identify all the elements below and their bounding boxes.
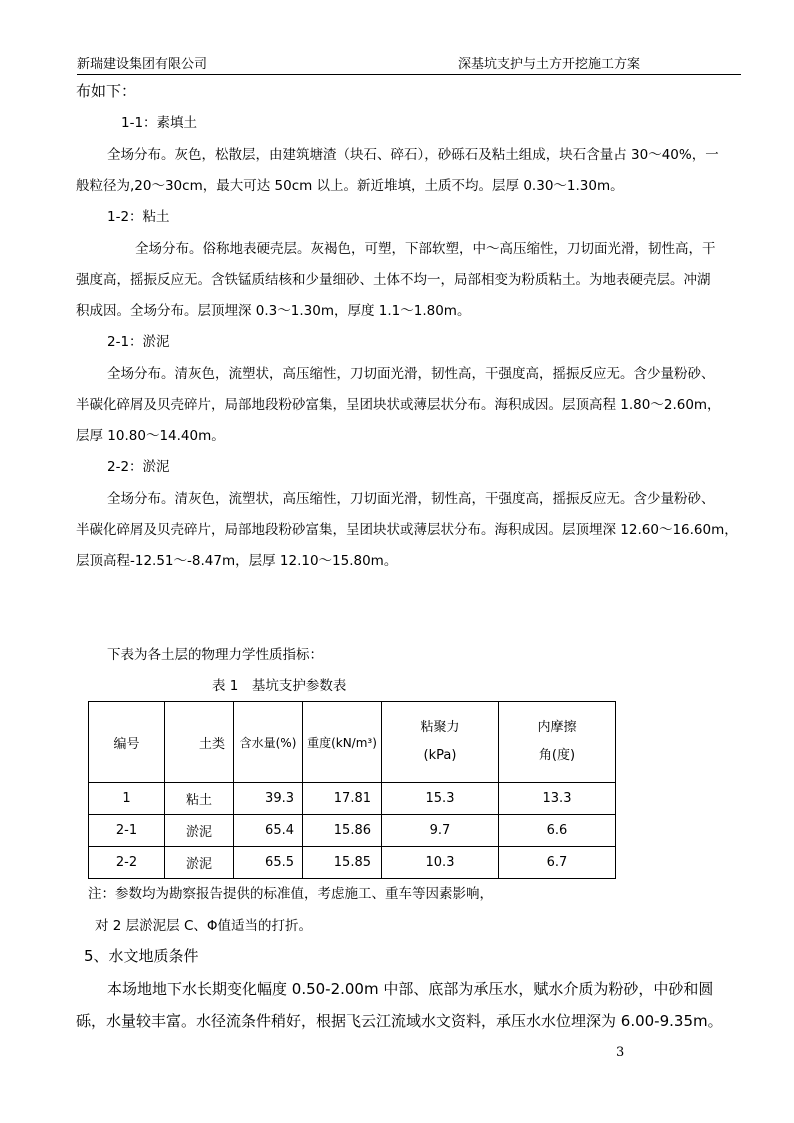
cell-friction: 6.7 bbox=[499, 847, 616, 879]
intro-text: 布如下： bbox=[76, 82, 137, 100]
section-1-1-line-2: 般粒径为,20～30cm，最大可达 50cm 以上。新近堆填，土质不均。层厚 0.30～1.30m。 bbox=[76, 178, 624, 194]
header-no: 编号 bbox=[89, 702, 165, 783]
header-friction-line-2: 角(度) bbox=[538, 748, 576, 763]
header-divider bbox=[77, 74, 741, 75]
section-1-1-title: 1-1：素填土 bbox=[121, 115, 198, 131]
header-soil: 土类 bbox=[165, 702, 234, 783]
section-1-2-line-3: 积成因。全场分布。层顶埋深 0.3～1.30m，厚度 1.1～1.80m。 bbox=[76, 303, 471, 319]
table-caption: 表 1 基坑支护参数表 bbox=[212, 678, 347, 694]
section-5-line-2: 砾，水量较丰富。水径流条件稍好，根据飞云江流域水文资料，承压水水位埋深为 6.00-9.35m。 bbox=[76, 1012, 723, 1030]
header-doc-title: 深基坑支护与土方开挖施工方案 bbox=[458, 57, 641, 72]
cell-water: 65.4 bbox=[234, 815, 303, 847]
cell-soil: 粘土 bbox=[165, 783, 234, 815]
section-2-2-line-2: 半碳化碎屑及贝壳碎片，局部地段粉砂富集，呈团块状或薄层状分布。海积成因。层顶埋深 12.60～16.60m， bbox=[76, 522, 738, 538]
table-row bbox=[89, 847, 616, 879]
section-2-2-line-3: 层顶高程-12.51～-8.47m，层厚 12.10～15.80m。 bbox=[76, 553, 398, 569]
table-intro: 下表为各土层的物理力学性质指标： bbox=[107, 647, 323, 663]
cell-soil: 淤泥 bbox=[165, 815, 234, 847]
section-1-2-title: 1-2：粘土 bbox=[107, 209, 170, 225]
cell-density: 15.85 bbox=[303, 847, 382, 879]
cell-cohesion: 15.3 bbox=[382, 783, 499, 815]
section-5-title: 5、水文地质条件 bbox=[84, 947, 199, 965]
cell-cohesion: 10.3 bbox=[382, 847, 499, 879]
section-1-2-line-1: 全场分布。俗称地表硬壳层。灰褐色，可塑，下部软塑，中～高压缩性，刀切面光滑，韧性高，干 bbox=[135, 241, 716, 257]
table-note-line-1: 注：参数均为勘察报告提供的标准值，考虑施工、重车等因素影响， bbox=[88, 886, 493, 902]
cell-cohesion: 9.7 bbox=[382, 815, 499, 847]
table-note-line-2: 对 2 层淤泥层 C、Φ值适当的打折。 bbox=[95, 918, 313, 934]
header-company: 新瑞建设集团有限公司 bbox=[77, 57, 208, 72]
cell-water: 39.3 bbox=[234, 783, 303, 815]
section-5-line-1: 本场地地下水长期变化幅度 0.50-2.00m 中部、底部为承压水，赋水介质为粉砂，中砂和圆 bbox=[107, 980, 714, 998]
cell-no: 2-2 bbox=[89, 847, 165, 879]
page-number: 3 bbox=[616, 1045, 625, 1060]
section-2-1-line-2: 半碳化碎屑及贝壳碎片，局部地段粉砂富集，呈团块状或薄层状分布。海积成因。层顶高程 1.80～2.60m， bbox=[76, 397, 721, 413]
cell-water: 65.5 bbox=[234, 847, 303, 879]
cell-no: 2-1 bbox=[89, 815, 165, 847]
section-2-1-line-1: 全场分布。清灰色，流塑状，高压缩性，刀切面光滑，韧性高，干强度高，摇振反应无。含少量粉砂、 bbox=[107, 366, 715, 382]
cell-density: 17.81 bbox=[303, 783, 382, 815]
header-cohesion-line-1: 粘聚力 bbox=[420, 720, 460, 735]
cell-friction: 6.6 bbox=[499, 815, 616, 847]
cell-density: 15.86 bbox=[303, 815, 382, 847]
table-header-row bbox=[89, 702, 616, 783]
section-2-2-line-1: 全场分布。清灰色，流塑状，高压缩性，刀切面光滑，韧性高，干强度高，摇振反应无。含少量粉砂、 bbox=[107, 491, 715, 507]
section-2-1-title: 2-1：淤泥 bbox=[107, 334, 170, 350]
cell-soil: 淤泥 bbox=[165, 847, 234, 879]
cell-friction: 13.3 bbox=[499, 783, 616, 815]
table-row bbox=[89, 783, 616, 815]
table-row bbox=[89, 815, 616, 847]
header-cohesion bbox=[382, 702, 499, 783]
section-2-1-line-3: 层厚 10.80～14.40m。 bbox=[76, 428, 225, 444]
header-cohesion-line-2: (kPa) bbox=[423, 748, 457, 763]
section-1-1-line-1: 全场分布。灰色，松散层，由建筑塘渣（块石、碎石），砂砾石及粘土组成，块石含量占 30～40%，一 bbox=[107, 147, 719, 163]
header-density: 重度(kN/m³) bbox=[303, 702, 382, 783]
header-water: 含水量(%) bbox=[234, 702, 303, 783]
parameter-table bbox=[88, 701, 616, 879]
section-1-2-line-2: 强度高，摇振反应无。含铁锰质结核和少量细砂、土体不均一，局部相变为粉质粘土。为地表硬壳层。冲湖 bbox=[76, 272, 711, 288]
cell-no: 1 bbox=[89, 783, 165, 815]
section-2-2-title: 2-2：淤泥 bbox=[107, 459, 170, 475]
header-friction bbox=[499, 702, 616, 783]
header-friction-line-1: 内摩擦 bbox=[537, 720, 577, 735]
